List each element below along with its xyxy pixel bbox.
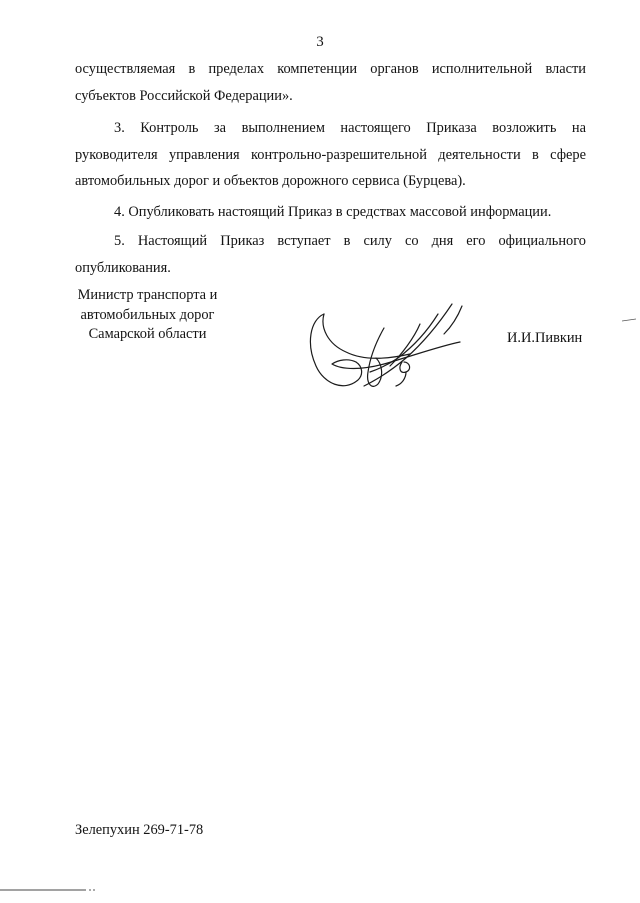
margin-mark <box>622 318 636 322</box>
bottom-rule <box>0 888 96 892</box>
signer-position <box>60 286 235 345</box>
signer-position-line-2: автомобильных дорог <box>80 306 215 323</box>
page-number: 3 <box>316 34 324 50</box>
signer-name: И.И.Пивкин <box>507 330 583 346</box>
executor-contact: Зелепухин 269-71-78 <box>75 822 204 838</box>
paragraph-item-5: 5. Настоящий Приказ вступает в силу со дня его официального опубликования. <box>75 233 586 276</box>
paragraph-continuation: осуществляемая в пределах компетенции органов исполнительной власти субъектов Российской Федерации». <box>75 61 586 104</box>
paragraph-item-4: 4. Опубликовать настоящий Приказ в средствах массовой информации. <box>114 203 552 220</box>
signer-position-line-3: Самарской области <box>88 326 207 342</box>
paragraph-item-3: 3. Контроль за выполнением настоящего Приказа возложить на руководителя управления контрольно-разрешительной деятельности в сфере автомобильных дорог и объектов дорожного сервиса (Бурцева). <box>75 120 586 189</box>
document-body <box>75 56 586 281</box>
handwritten-signature <box>302 300 478 400</box>
signer-position-line-1: Министр транспорта и <box>77 287 218 303</box>
